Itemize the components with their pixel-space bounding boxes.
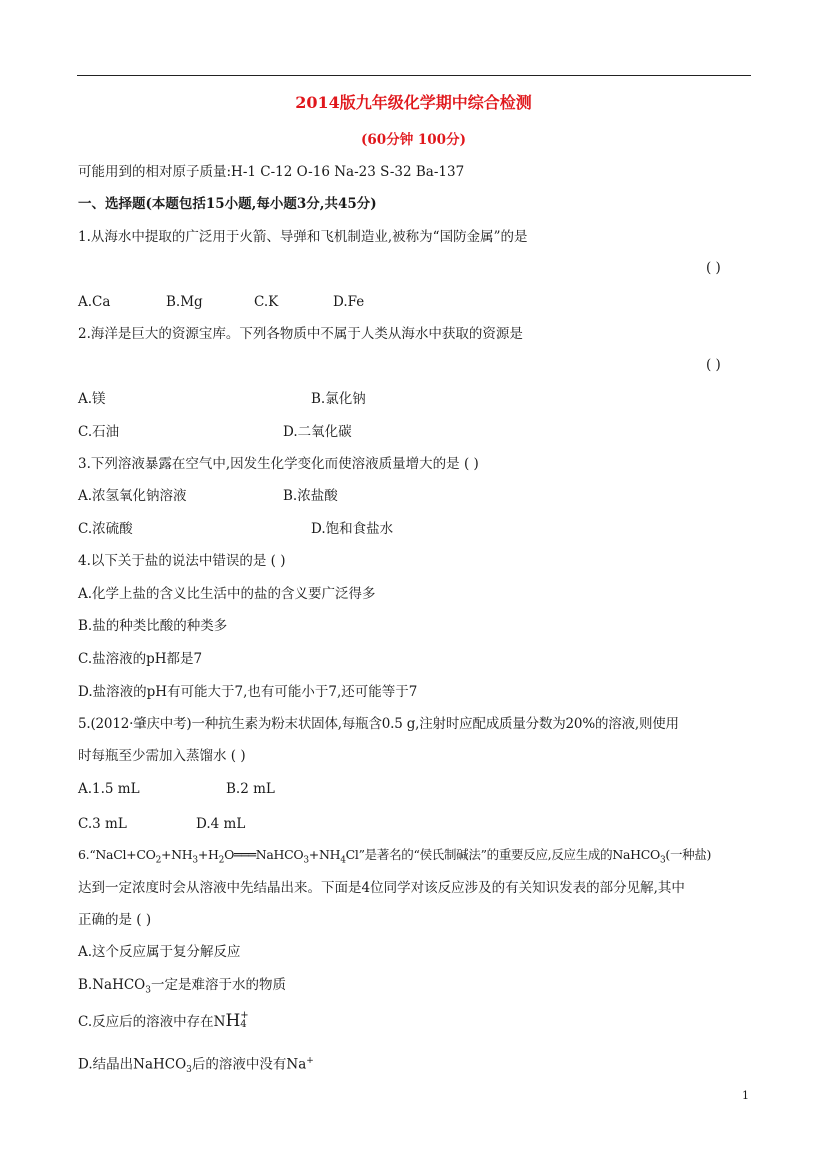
header-rule xyxy=(77,75,751,76)
q2-option-a: A.镁 xyxy=(78,391,106,407)
q6-option-d-pre: D.结晶出NaHCO xyxy=(78,1056,187,1073)
q2-option-c: C.石油 xyxy=(78,424,120,440)
q6-option-d-sub: 3 xyxy=(186,1065,192,1076)
q6-option-b-sub: 3 xyxy=(145,985,151,996)
q2-option-b: B.氯化钠 xyxy=(311,391,366,407)
q4-stem: 4.以下关于盐的说法中错误的是 ( ) xyxy=(78,553,286,569)
q6-eq-sub: 2 xyxy=(218,855,225,866)
q2-answer-paren: ( ) xyxy=(706,357,721,373)
q6-option-c-charge xyxy=(240,1011,248,1029)
q1-stem: 1.从海水中提取的广泛用于火箭、导弹和飞机制造业,被称为“国防金属”的是 xyxy=(78,229,528,245)
q6-option-c xyxy=(78,1009,249,1032)
q3-option-d: D.饱和食盐水 xyxy=(311,521,394,537)
q6-eq-sub: 3 xyxy=(659,855,666,866)
q2-stem: 2.海洋是巨大的资源宝库。下列各物质中不属于人类从海水中获取的资源是 xyxy=(78,326,523,342)
q5-option-b: B.2 mL xyxy=(226,781,275,797)
q4-option-b: B.盐的种类比酸的种类多 xyxy=(78,618,228,634)
atomic-masses-line: 可能用到的相对原子质量:H-1 C-12 O-16 Na-23 S-32 Ba-137 xyxy=(78,164,465,180)
q4-option-a: A.化学上盐的含义比生活中的盐的含义要广泛得多 xyxy=(78,586,376,602)
q6-eq-sub: 3 xyxy=(303,855,309,866)
q6-eq-part: +H xyxy=(197,847,219,862)
q6-option-c-pre: C.反应后的溶液中存在N xyxy=(78,1014,226,1030)
q6-eq-arrow: ═══ xyxy=(234,847,256,862)
q6-option-d-mid: 后的溶液中没有Na xyxy=(191,1056,307,1073)
q5-option-d: D.4 mL xyxy=(196,816,246,832)
q3-option-a: A.浓氢氧化钠溶液 xyxy=(78,488,187,504)
q1-option-b: B.Mg xyxy=(166,294,203,310)
q6-eq-sub: 4 xyxy=(340,855,346,866)
q1-answer-paren: ( ) xyxy=(706,260,721,276)
q5-option-c: C.3 mL xyxy=(78,816,127,832)
q6-eq-open: 6.“NaCl+CO xyxy=(78,847,156,862)
q6-option-b xyxy=(78,976,286,1000)
q6-stem-line1 xyxy=(78,846,711,870)
q6-option-b-post: 一定是难溶于水的物质 xyxy=(150,977,286,993)
page-title: 2014版九年级化学期中综合检测 xyxy=(295,93,532,112)
q6-eq-part: NaHCO xyxy=(255,847,304,862)
q6-option-c-sub: 4 xyxy=(240,1018,247,1030)
q6-eq-end: (一种盐) xyxy=(665,847,712,862)
q6-eq-sub: 3 xyxy=(192,855,198,866)
q6-option-c-sup: + xyxy=(240,1009,249,1021)
q6-stem-line3: 正确的是 ( ) xyxy=(78,912,152,928)
q6-option-c-h: H xyxy=(225,1011,241,1031)
section-heading: 一、选择题(本题包括15小题,每小题3分,共45分) xyxy=(78,196,377,212)
q6-eq-part: +NH xyxy=(161,847,193,862)
q6-option-a: A.这个反应属于复分解反应 xyxy=(78,944,241,960)
q3-stem: 3.下列溶液暴露在空气中,因发生化学变化而使溶液质量增大的是 ( ) xyxy=(78,456,479,472)
q6-eq-part: O xyxy=(224,847,235,862)
page-subtitle: (60分钟 100分) xyxy=(361,132,466,148)
q5-stem-line2: 时每瓶至少需加入蒸馏水 ( ) xyxy=(78,748,246,764)
q6-stem-line2: 达到一定浓度时会从溶液中先结晶出来。下面是4位同学对该反应涉及的有关知识发表的部分见解,其中 xyxy=(78,880,685,896)
q4-option-d: D.盐溶液的pH有可能大于7,也有可能小于7,还可能等于7 xyxy=(78,684,418,700)
q4-option-c: C.盐溶液的pH都是7 xyxy=(78,651,203,667)
q2-option-d: D.二氧化碳 xyxy=(283,424,352,440)
q6-eq-sub: 2 xyxy=(155,855,161,866)
q6-option-d xyxy=(78,1052,314,1079)
q3-option-c: C.浓硫酸 xyxy=(78,521,133,537)
page-number: 1 xyxy=(742,1089,749,1102)
q6-eq-rest: Cl”是著名的“侯氏制碱法”的重要反应,反应生成的NaHCO xyxy=(345,847,660,862)
q5-option-a: A.1.5 mL xyxy=(78,781,140,797)
q6-eq-part: +NH xyxy=(308,847,341,862)
q3-option-b: B.浓盐酸 xyxy=(283,488,338,504)
q1-option-c: C.K xyxy=(254,294,279,310)
q6-option-b-pre: B.NaHCO xyxy=(78,977,146,993)
q6-option-d-sup: + xyxy=(306,1056,314,1066)
q5-stem-line1: 5.(2012·肇庆中考)一种抗生素为粉末状固体,每瓶含0.5 g,注射时应配成质量分数为20%的溶液,则使用 xyxy=(78,716,679,732)
q1-option-d: D.Fe xyxy=(333,294,365,310)
q1-option-a: A.Ca xyxy=(78,294,111,310)
